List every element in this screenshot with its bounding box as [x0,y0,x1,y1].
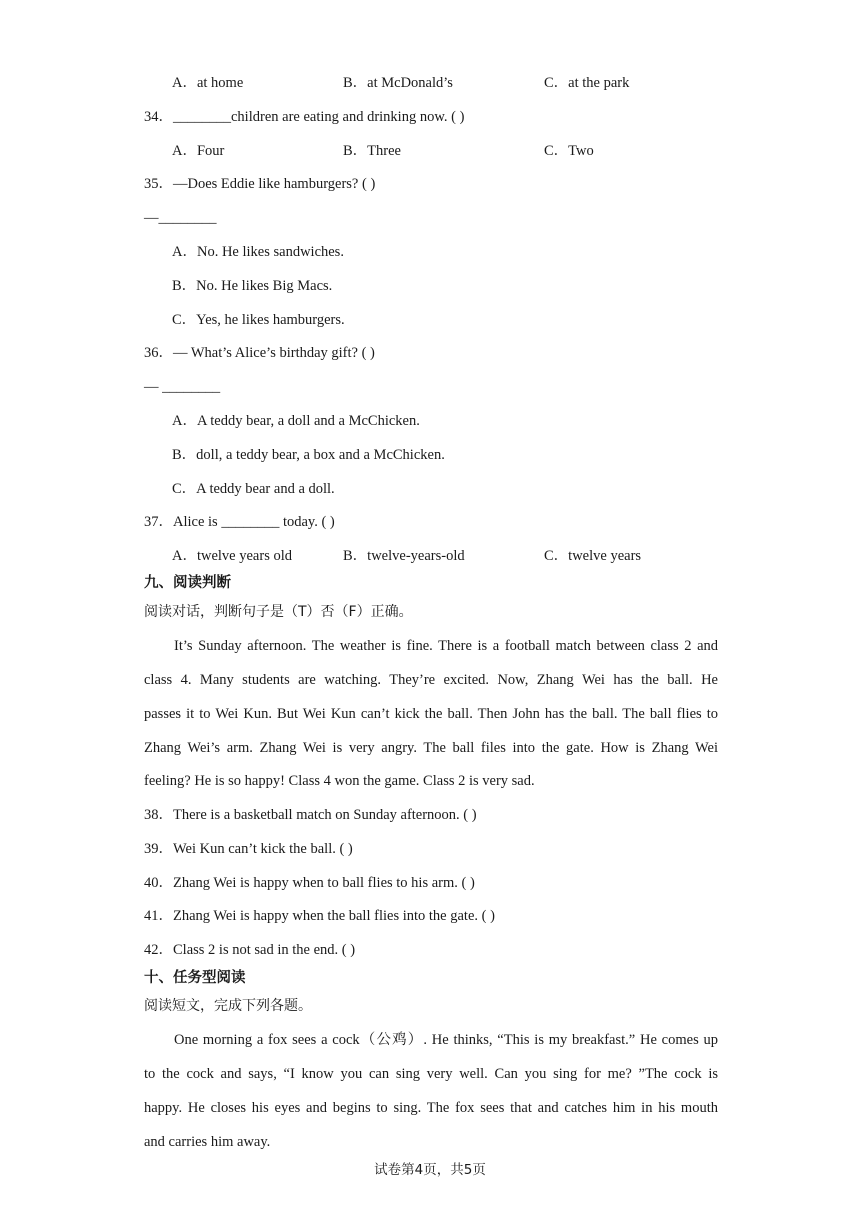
q36-stem: 36．— What’s Alice’s birthday gift? ( ) [144,345,375,361]
q35-answer-line: —________ [144,210,217,226]
q34-stem: 34．________children are eating and drinking now. ( ) [144,109,465,125]
section-10-passage-line-1: One morning a fox sees a cock（公鸡）. He thinks, “This is my breakfast.” He comes up [174,1032,718,1048]
q40: 40．Zhang Wei is happy when to ball flies to his arm. ( ) [144,875,475,891]
section-9-passage-line-3: passes it to Wei Kun. But Wei Kun can’t kick the ball. Then John has the ball. The ball flies to [144,706,718,722]
q36-answer-line: — ________ [144,379,221,395]
q39: 39．Wei Kun can’t kick the ball. ( ) [144,841,353,857]
q38: 38．There is a basketball match on Sunday afternoon. ( ) [144,807,477,823]
section-10-instruction: 阅读短文，完成下列各题。 [144,998,312,1014]
q41: 41．Zhang Wei is happy when the ball flies into the gate. ( ) [144,908,495,924]
q35-option-b: B．No. He likes Big Macs. [172,278,333,294]
q34-option-c: C．Two [544,143,594,159]
q37-option-c: C．twelve years [544,548,642,564]
section-9-instruction: 阅读对话，判断句子是（T）否（F）正确。 [144,604,413,620]
q36-option-b: B．doll, a teddy bear, a box and a McChicken. [172,447,445,463]
q35-stem: 35．—Does Eddie like hamburgers? ( ) [144,176,376,192]
page-footer: 试卷第4页，共5页 [374,1162,486,1178]
section-9-heading: 九、阅读判断 [144,575,231,591]
section-9-passage-line-4: Zhang Wei’s arm. Zhang Wei is very angry. The ball files into the gate. How is Zhang Wei [144,740,718,756]
q36-option-a: A．A teddy bear, a doll and a McChicken. [172,413,420,429]
q37-option-b: B．twelve-years-old [343,548,465,564]
q33-option-c: C．at the park [544,75,630,91]
q35-option-a: A．No. He likes sandwiches. [172,244,344,260]
section-9-passage-line-2: class 4. Many students are watching. They’re excited. Now, Zhang Wei has the ball. He [144,672,718,688]
q35-option-c: C．Yes, he likes hamburgers. [172,312,345,328]
section-9-passage-line-1: It’s Sunday afternoon. The weather is fine. There is a football match between class 2 and [174,638,718,654]
section-9-passage-line-5: feeling? He is so happy! Class 4 won the game. Class 2 is very sad. [144,773,535,789]
section-10-passage-line-4: and carries him away. [144,1134,271,1150]
q37-stem: 37．Alice is ________ today. ( ) [144,514,335,530]
q42: 42．Class 2 is not sad in the end. ( ) [144,942,356,958]
section-10-passage-line-2: to the cock and says, “I know you can sing very well. Can you sing for me? ”The cock is [144,1066,718,1082]
section-10-passage-line-3: happy. He closes his eyes and begins to sing. The fox sees that and catches him in his mouth [144,1100,718,1116]
section-10-heading: 十、任务型阅读 [144,970,246,986]
q34-option-b: B．Three [343,143,401,159]
q37-option-a: A．twelve years old [172,548,292,564]
q33-option-a: A．at home [172,75,244,91]
q33-option-b: B．at McDonald’s [343,75,453,91]
q34-option-a: A．Four [172,143,225,159]
q36-option-c: C．A teddy bear and a doll. [172,481,335,497]
